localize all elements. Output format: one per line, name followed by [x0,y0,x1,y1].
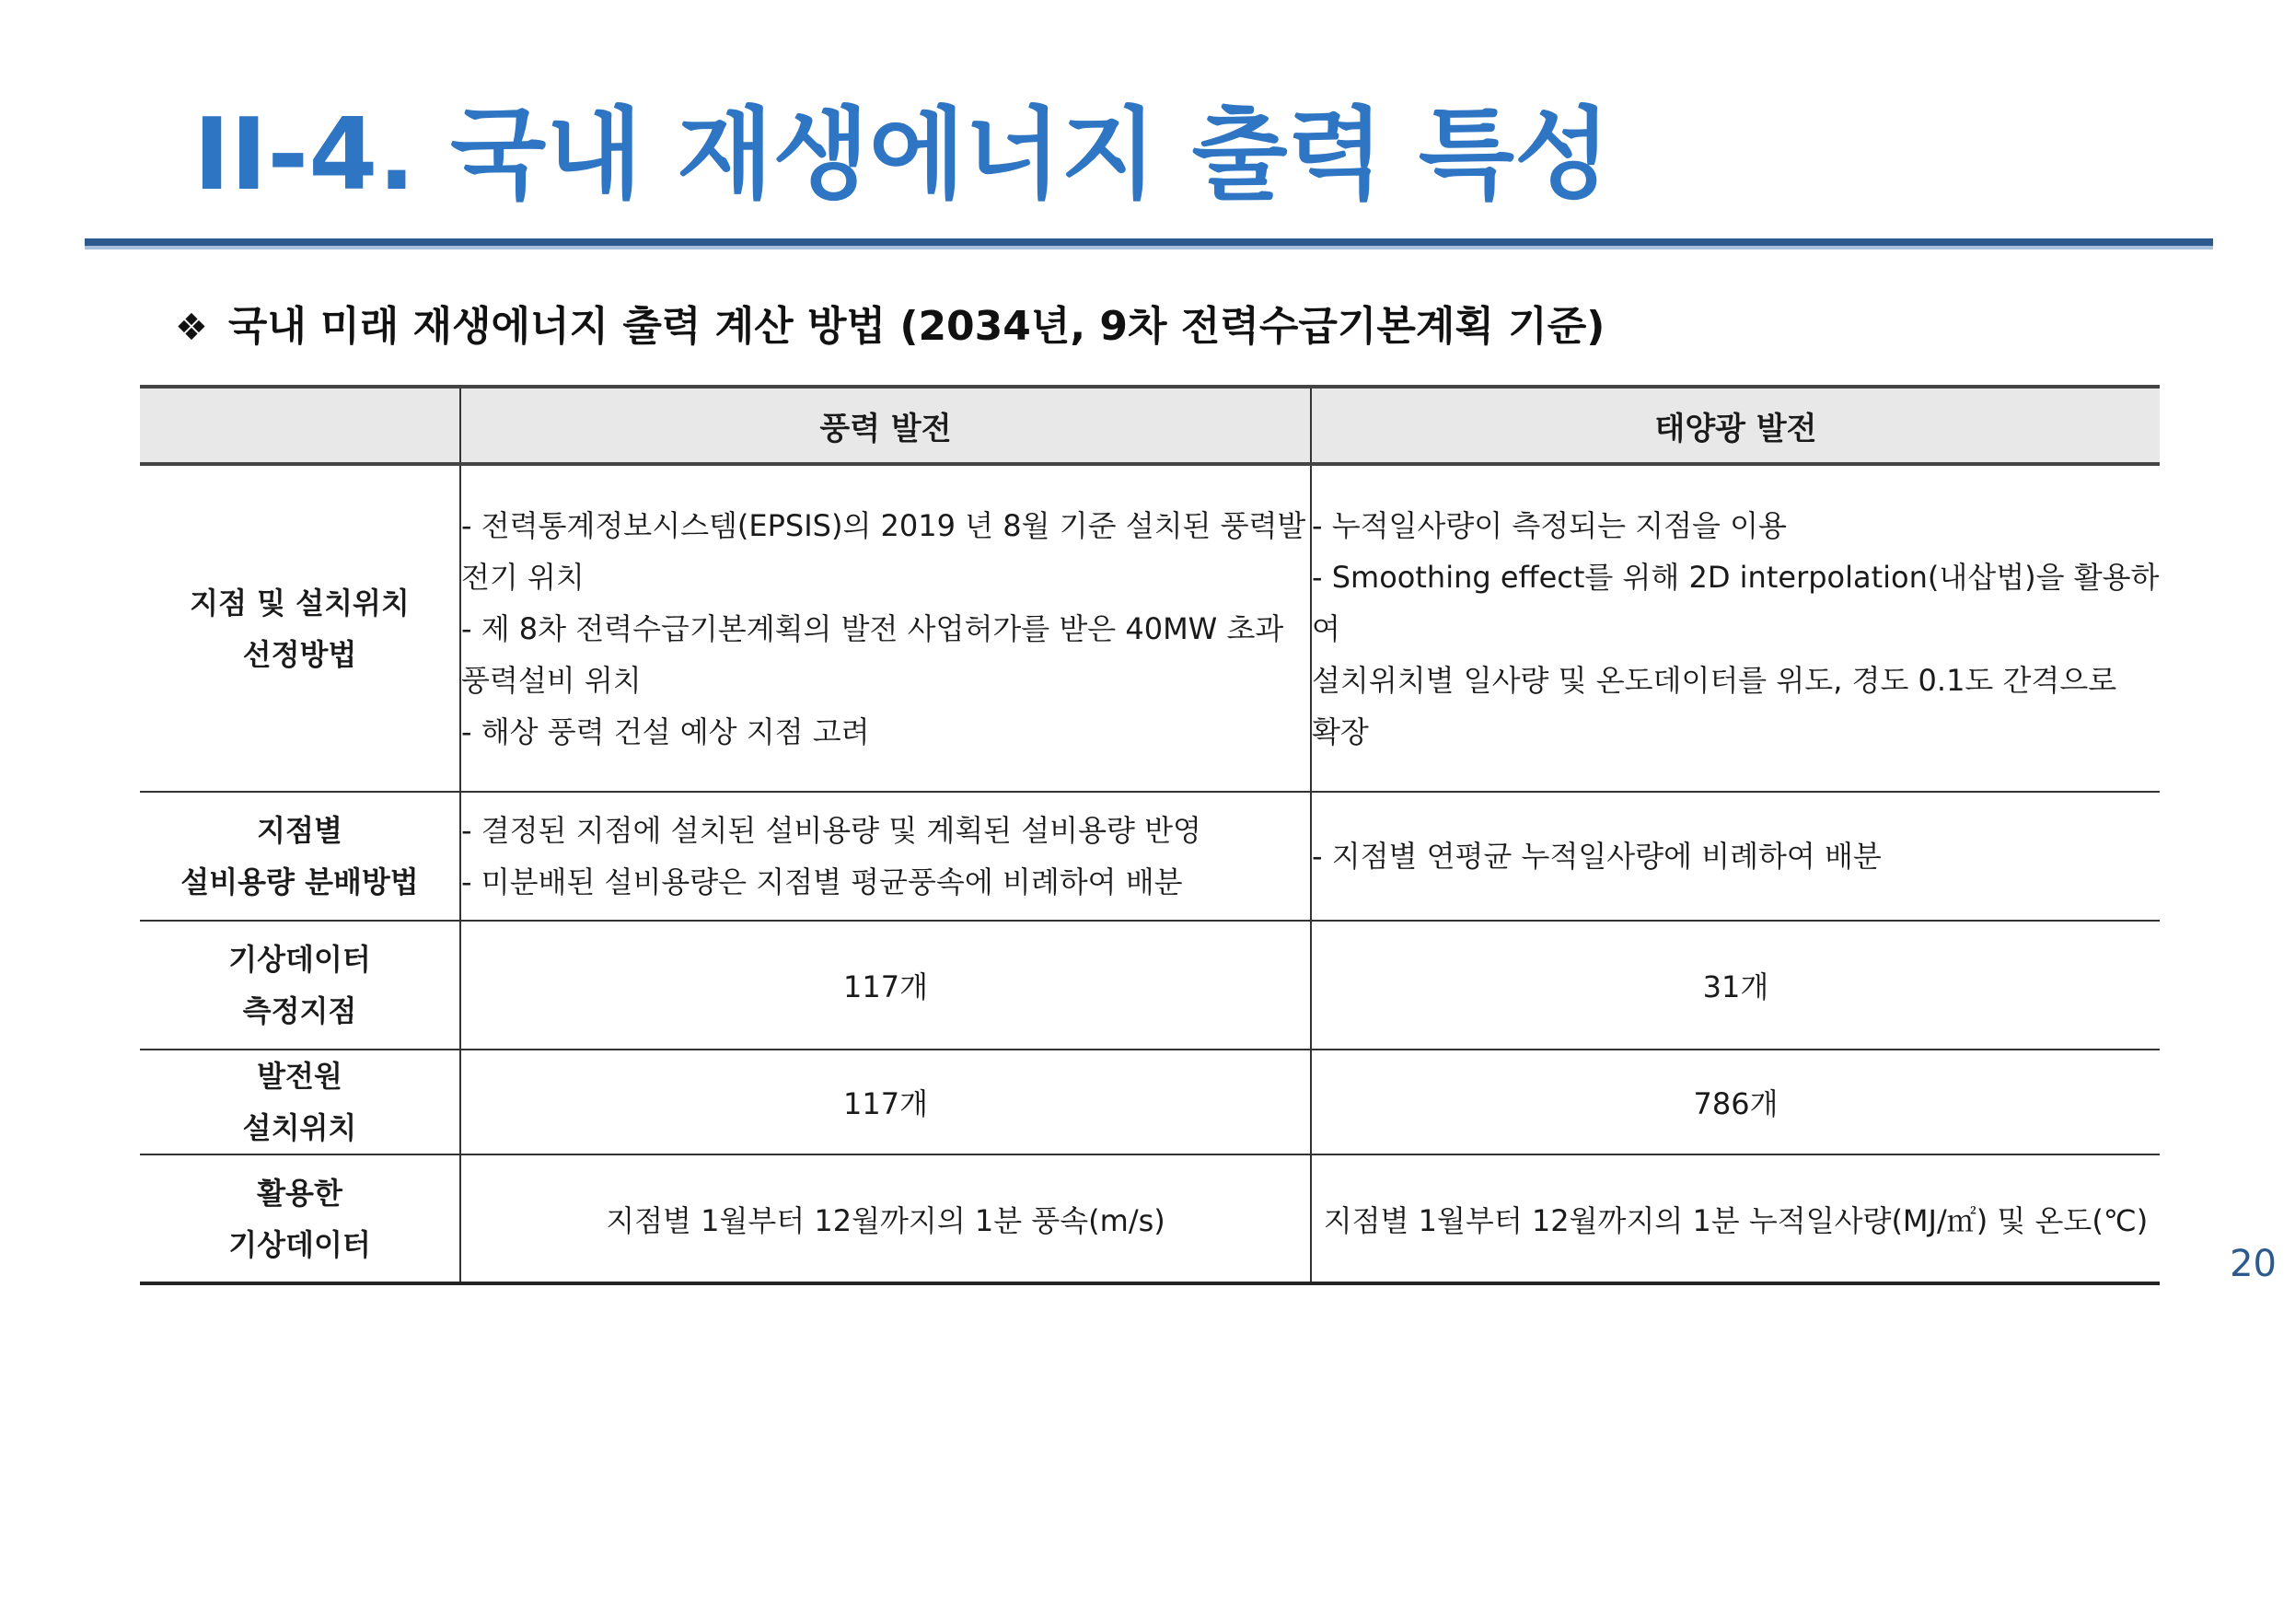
row-label-line: 선정방법 [242,636,357,672]
row-label-plant-locations [140,1050,460,1154]
row-label-line: 설비용량 분배방법 [180,864,419,899]
wind-desc-line: - 미분배된 설비용량은 지점별 평균풍속에 비례하여 배분 [461,864,1183,899]
header-empty-cell [140,387,460,464]
page-number: 20 [2230,1243,2277,1285]
table-row-site-selection [140,464,2160,792]
solar-desc-line: 설치위치별 일사량 및 온도데이터를 위도, 경도 0.1도 간격으로 [1312,662,2117,698]
wind-desc-line: - 전력통계정보시스템(EPSIS)의 2019 년 8월 기준 설치된 풍력발 [461,507,1306,543]
wind-desc-line: - 결정된 지점에 설치된 설비용량 및 계획된 설비용량 반영 [461,813,1201,848]
row-label-capacity-allocation [140,792,460,921]
page-title: II-4. 국내 재생에너지 출력 특성 [193,98,1611,213]
wind-plant-locations-value: 117개 [460,1050,1311,1154]
row-label-line: 지점 및 설치위치 [190,585,410,621]
title-divider-shadow [85,246,2213,249]
row-label-line: 기상데이터 [228,1226,371,1262]
solar-desc-line: - 누적일사량이 측정되는 지점을 이용 [1312,507,1787,543]
row-label-line: 기상데이터 [228,942,371,977]
title-divider [85,238,2213,246]
row-label-line: 발전원 [257,1059,342,1094]
wind-weather-data-value: 지점별 1월부터 12월까지의 1분 풍속(m/s) [460,1154,1311,1283]
row-label-site-selection [140,464,460,792]
row-label-line: 지점별 [257,813,342,848]
solar-capacity-allocation-cell [1311,792,2160,921]
table-row-weather-stations [140,921,2160,1050]
table-header-row [140,387,2160,464]
table-row-weather-data-used [140,1154,2160,1283]
table-row-capacity-allocation [140,792,2160,921]
method-table [140,385,2160,1285]
header-wind: 풍력 발전 [460,387,1311,464]
solar-desc-line: - 지점별 연평균 누적일사량에 비례하여 배분 [1312,839,1882,874]
solar-site-selection-cell [1311,464,2160,792]
wind-site-selection-cell [460,464,1311,792]
row-label-weather-stations [140,921,460,1050]
solar-plant-locations-value: 786개 [1311,1050,2160,1154]
row-label-weather-data-used [140,1154,460,1283]
row-label-line: 측정지점 [242,993,357,1028]
solar-weather-data-value: 지점별 1월부터 12월까지의 1분 누적일사량(MJ/㎡) 및 온도(℃) [1311,1154,2160,1283]
wind-weather-stations-value: 117개 [460,921,1311,1050]
solar-desc-line: 확장 [1312,713,1369,749]
solar-weather-stations-value: 31개 [1311,921,2160,1050]
wind-desc-line: - 제 8차 전력수급기본계획의 발전 사업허가를 받은 40MW 초과 [461,610,1284,646]
row-label-line: 활용한 [257,1175,342,1211]
section-subtitle [175,293,1605,352]
table-row-plant-locations [140,1050,2160,1154]
row-label-line: 설치위치 [242,1110,357,1145]
diamond-bullet-icon: ❖ [175,307,208,349]
wind-desc-line: 전기 위치 [461,559,585,595]
wind-desc-line: - 해상 풍력 건설 예상 지점 고려 [461,713,870,749]
wind-desc-line: 풍력설비 위치 [461,662,642,698]
header-solar: 태양광 발전 [1311,387,2160,464]
section-subtitle-text: 국내 미래 재생에너지 출력 계산 방법 (2034년, 9차 전력수급기본계획 기준) [227,303,1605,350]
solar-desc-line: - Smoothing effect를 위해 2D interpolation(내삽법)을 활용하여 [1312,559,2160,646]
wind-capacity-allocation-cell [460,792,1311,921]
